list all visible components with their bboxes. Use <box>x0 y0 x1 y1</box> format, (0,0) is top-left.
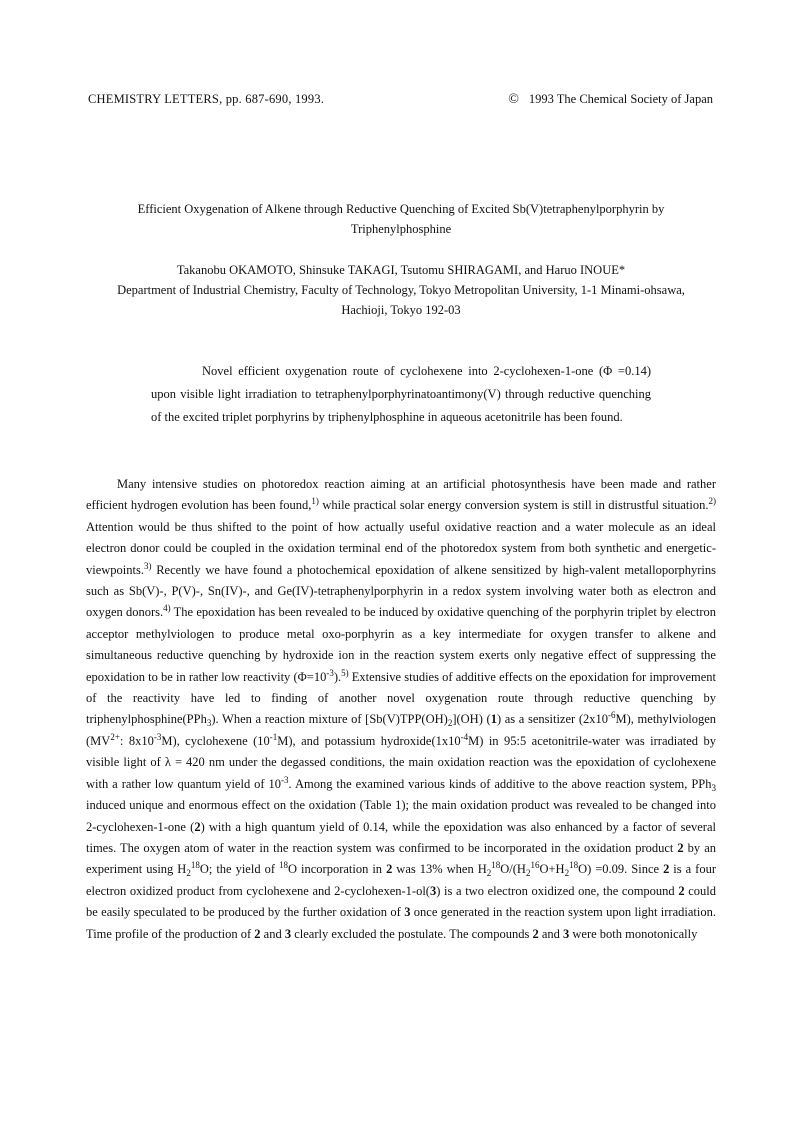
compound-number: 3 <box>284 926 292 941</box>
body-text: M) in 95:5 acetonitrile-water was irradiated by visible light of λ = 420 nm under the degassed conditions, the main oxidation reaction was the epoxidation of cyclohexene with a rather low quantum yield of 10 <box>86 733 716 791</box>
superscript: 18 <box>278 860 288 871</box>
body-text: . Among the examined various kinds of additive to the above reaction system, PPh <box>288 776 712 791</box>
abstract: Novel efficient oxygenation route of cyclohexene into 2-cyclohexen-1-one (Φ =0.14) upon visible light irradiation to tetraphenylporphyrinatoantimony(V) through reductive quenching of the excited triplet porphyrins by triphenylphosphine in aqueous acetonitrile has been found. <box>151 364 651 424</box>
compound-number: 3 <box>563 926 570 941</box>
reference-mark: 2) <box>708 496 717 507</box>
superscript: 18 <box>569 860 579 871</box>
body-text: induced unique and enormous effect on the oxidation (Table 1); the main oxidation product was revealed to be changed into 2-cyclohexen-1-one ( <box>86 798 716 834</box>
reference-mark: 3) <box>143 560 152 571</box>
compound-number: 2 <box>677 840 684 855</box>
compound-number: 2 <box>194 819 201 834</box>
superscript: 16 <box>530 860 540 871</box>
body-text: O/(H <box>500 862 526 877</box>
body-text: Many intensive studies on photoredox reaction aiming at an artificial photosynthesis have been made and rather efficient hydrogen evolution has been found, <box>86 477 716 513</box>
copyright-icon: © <box>508 92 519 107</box>
body-text: ). When a reaction mixture of [Sb(V)TPP(OH) <box>211 712 448 727</box>
body-text: while practical solar energy conversion system is still in distrustful situation. <box>318 498 709 513</box>
body-text: O+H <box>539 862 565 877</box>
subscript: 3 <box>711 782 716 793</box>
subscript: 2 <box>186 868 191 879</box>
subscript: 2 <box>564 868 570 879</box>
journal-citation: CHEMISTRY LETTERS, pp. 687-690, 1993. <box>88 92 325 106</box>
body-text: was 13% when H <box>392 862 487 877</box>
body-text: by an experiment using H <box>86 840 716 877</box>
body-text: ) as a sensitizer (2x10 <box>496 712 608 727</box>
author-names: Takanobu OKAMOTO, Shinsuke TAKAGI, Tsutomu SHIRAGAMI, and Haruo INOUE* <box>176 263 626 277</box>
superscript: -6 <box>608 710 616 721</box>
body-text: ). <box>333 669 342 684</box>
body-text: and <box>538 926 564 941</box>
body-text: O) =0.09. Since <box>578 862 664 877</box>
compound-number: 2 <box>663 862 670 877</box>
body-text: Recently we have found a photochemical epoxidation of alkene sensitized by high-valent metalloporphyrins such as Sb(V)-, P(V)-, Sn(IV)-, and Ge(IV)-tetraphenylporphyrin in a redox system involving water both as electron and oxygen donors. <box>86 562 716 620</box>
superscript: -3 <box>281 774 289 785</box>
compound-number: 3 <box>404 905 411 920</box>
superscript: -3 <box>326 667 334 678</box>
body-text: M), methylviologen (MV <box>86 712 717 748</box>
body-text: Attention would be thus shifted to the point of how actually useful oxidative reaction and a water molecule as an ideal electron donor could be coupled in the oxidation terminal end of the photoredox system from both synthetic and energetic-viewpoints. <box>86 519 716 577</box>
reference-mark: 5) <box>341 667 349 678</box>
title-line-2: Triphenylphosphine <box>350 222 452 236</box>
compound-number: 3 <box>429 883 437 898</box>
body-text: ](OH) ( <box>452 712 491 727</box>
superscript: -3 <box>153 731 162 742</box>
author-block <box>86 260 716 320</box>
paper-title <box>86 199 716 239</box>
reference-mark: 4) <box>163 603 171 614</box>
subscript: 2 <box>486 868 492 879</box>
superscript: -1 <box>269 731 278 742</box>
body-text: : 8x10 <box>119 733 154 748</box>
subscript: 2 <box>447 718 453 729</box>
compound-number: 1 <box>490 712 497 727</box>
compound-number: 2 <box>532 926 539 941</box>
subscript: 3 <box>206 718 212 729</box>
body-text: The epoxidation has been revealed to be induced by oxidative quenching of the porphyrin triplet by electron acceptor methylviologen to produce metal oxo-porphyrin as a key intermediate for oxygen transfer to alkene and simultaneous reductive quenching by hydroxide ion in the reaction system exerts only negative effect of suppressing the epoxidation to be in rather low reactivity (Φ=10 <box>86 605 716 684</box>
body-text: O incorporation in <box>287 862 387 877</box>
reference-mark: 1) <box>311 496 319 507</box>
body-text: and <box>260 926 285 941</box>
body-text: Extensive studies of additive effects on the epoxidation for improvement of the reactivity have led to finding of another novel oxygenation route through reductive quenching by triphenylphosphine(PPh <box>86 669 717 727</box>
body-text: could be easily speculated to be produced by the further oxidation of <box>86 883 716 920</box>
body-text: O; the yield of <box>199 862 279 877</box>
body-text: clearly excluded the postulate. The compounds <box>291 926 533 941</box>
body-text: M), and potassium hydroxide(1x10 <box>277 733 461 748</box>
body-text: were both monotonically <box>569 926 698 941</box>
body-text: ) with a high quantum yield of 0.14, while the epoxidation was also enhanced by a factor of several times. The oxygen atom of water in the reaction system was confirmed to be incorporated in the oxidation product <box>86 819 716 855</box>
body-text: ) is a two electron oxidized one, the compound <box>436 883 679 898</box>
copyright-text: 1993 The Chemical Society of Japan <box>528 92 713 106</box>
subscript: 2 <box>525 868 531 879</box>
body-text: M), cyclohexene (10 <box>161 733 270 748</box>
affiliation-line-1: Department of Industrial Chemistry, Faculty of Technology, Tokyo Metropolitan University, 1-1 Minami-ohsawa, <box>117 283 685 297</box>
superscript: 18 <box>491 860 501 871</box>
compound-number: 2 <box>386 862 393 877</box>
superscript: 18 <box>190 860 200 871</box>
copyright-notice <box>508 92 713 108</box>
superscript: 2+ <box>110 731 120 742</box>
body-paragraph <box>86 474 716 945</box>
compound-number: 2 <box>678 883 685 898</box>
superscript: -4 <box>460 731 469 742</box>
body-text: is a four electron oxidized product from cyclohexene and 2-cyclohexen-1-ol( <box>86 862 717 898</box>
title-line-1: Efficient Oxygenation of Alkene through Reductive Quenching of Excited Sb(V)tetraphenylporphyrin by <box>137 202 665 216</box>
compound-number: 2 <box>254 926 261 941</box>
body-text: once generated in the reaction system upon light irradiation. Time profile of the production of <box>86 905 716 941</box>
affiliation-line-2: Hachioji, Tokyo 192-03 <box>341 303 461 317</box>
